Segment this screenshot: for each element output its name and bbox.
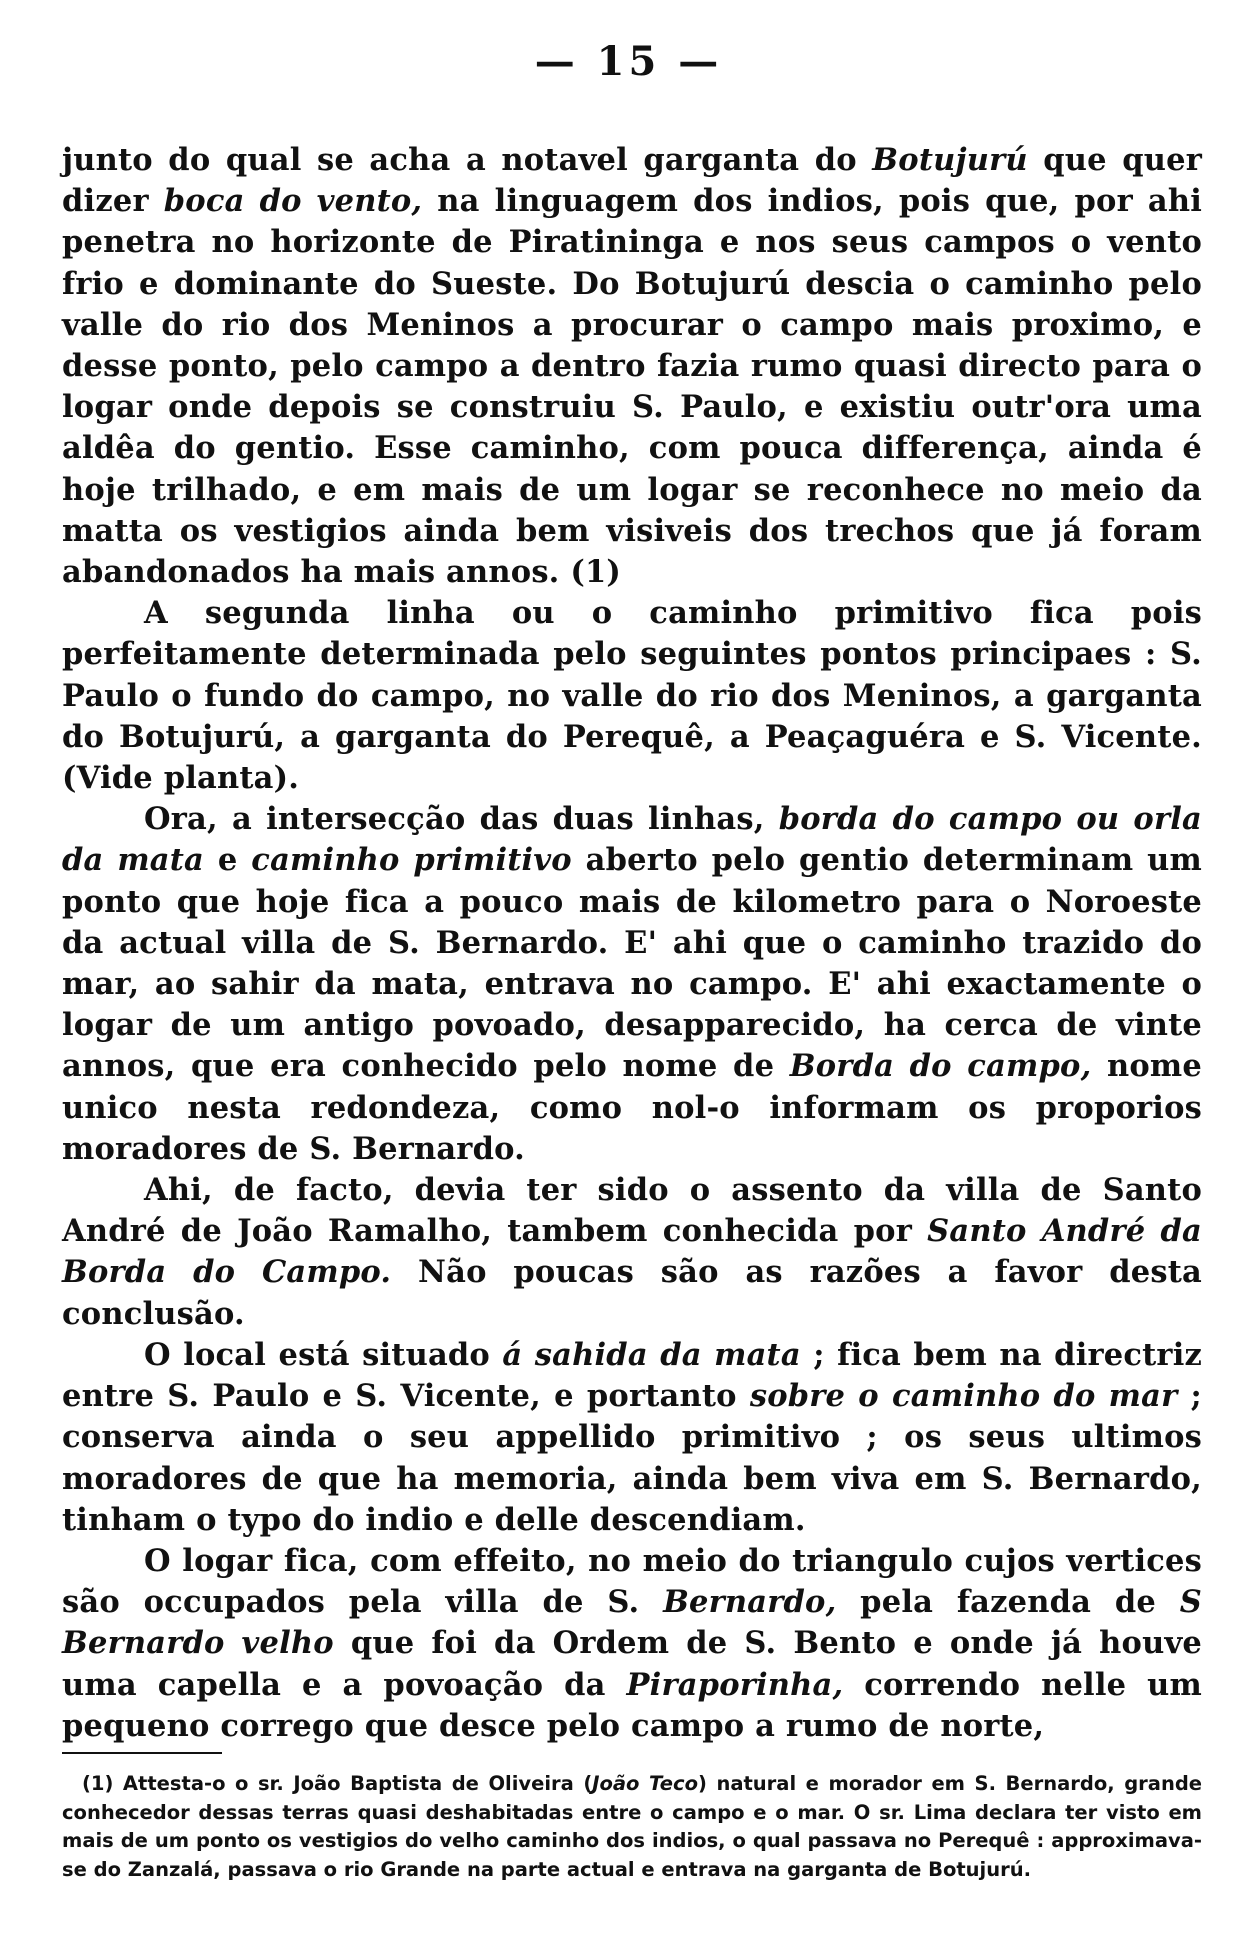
footnote (62, 1770, 1202, 1884)
paragraph-5 (62, 1335, 1202, 1541)
italic-run: Botujurú (872, 142, 1028, 178)
text-run: (1) Attesta-o o sr. João Baptista de Oliveira ( (82, 1772, 593, 1795)
italic-run: caminho primitivo (251, 842, 572, 879)
italic-run: boca do vento, (163, 183, 423, 220)
text-run: nome unico nesta redondeza, como nol-o informam os proporios moradores de S. Bernardo. (62, 1048, 1202, 1167)
text-run: na linguagem dos indios, pois que, por ahi penetra no horizonte de Piratininga e nos seus campos o vento frio e dominante do Sueste. Do Botujurú descia o caminho pelo valle do rio dos Meninos a procurar o campo mais proximo, e desse ponto, pelo campo a dentro fazia rumo quasi directo para o logar onde depois se construiu S. Paulo, e existiu outr'ora uma aldêa do gentio. Esse caminho, com pouca differença, ainda é hoje trilhado, e em mais de um logar se reconhece no meio da matta os vestigios ainda bem visiveis dos trechos que já foram abandonados ha mais annos. (1) (62, 183, 1202, 591)
text-run: correndo nelle um pequeno corrego que desce pelo campo a rumo de norte, (62, 1666, 1202, 1744)
text-run: Ora, a intersecção das duas linhas, (144, 801, 779, 838)
text-run: junto do qual se acha a notavel garganta do (62, 142, 873, 178)
text-run: Não poucas são as razões a favor desta conclusão. (62, 1254, 1202, 1332)
italic-run: á sahida da mata (502, 1336, 801, 1373)
italic-run: Bernardo, (663, 1584, 837, 1621)
italic-run: sobre o caminho do mar (749, 1378, 1178, 1415)
text-run: que quer dizer (62, 142, 1202, 220)
text-run: pela fazenda de (836, 1584, 1180, 1621)
italic-run: Borda do campo, (789, 1048, 1092, 1085)
footnote-divider (62, 1752, 222, 1754)
paragraph-3 (62, 799, 1202, 1170)
text-run: ; fica bem na directriz entre S. Paulo e S. Vicente, e portanto (62, 1336, 1203, 1415)
text-run: e (204, 842, 252, 879)
text-run: ) natural e morador em S. Bernardo, grande conhecedor dessas terras quasi deshabitadas entre o campo e o mar. O sr. Lima declara ter visto em mais de um ponto os vestigios do velho caminho dos indios, o qual passava no Perequê : approximava-se do Zanzalá, passava o rio Grande na parte actual e entrava na garganta de Botujurú. (62, 1772, 1203, 1881)
text-run: que foi da Ordem de S. Bento e onde já houve uma capella e a povoação da (62, 1625, 1202, 1703)
text-run: O local está situado (144, 1336, 503, 1373)
italic-run: Piraporinha, (626, 1666, 844, 1703)
main-text (62, 140, 1202, 1747)
italic-run: Santo André da Borda do Campo. (62, 1213, 1202, 1291)
paragraph-6 (62, 1541, 1202, 1747)
italic-run: S Bernardo velho (62, 1584, 1202, 1662)
paragraph-1 (62, 140, 1202, 593)
italic-run: borda do campo ou orla da mata (62, 801, 1202, 879)
paragraph-4 (62, 1170, 1202, 1335)
text-run: ; conserva ainda o seu appellido primitivo ; os seus ultimos moradores de que ha memoria, ainda bem viva em S. Bernardo, tinham o typo do indio e delle descendiam. (62, 1378, 1202, 1538)
text-run: O logar fica, com effeito, no meio do triangulo cujos vertices são occupados pela villa de S. (62, 1542, 1202, 1621)
text-run: aberto pelo gentio determinam um ponto que hoje fica a pouco mais de kilometro para o Noroeste da actual villa de S. Bernardo. E' ahi que o caminho trazido do mar, ao sahir da mata, entrava no campo. E' ahi exactamente o logar de um antigo povoado, desapparecido, ha cerca de vinte annos, que era conhecido pelo nome de (62, 842, 1202, 1085)
text-run: Ahi, de facto, devia ter sido o assento da villa de Santo André de João Ramalho, tambem conhecida por (62, 1172, 1202, 1250)
page-number-header: — 15 — (534, 38, 723, 85)
italic-run: João Teco (592, 1772, 698, 1795)
paragraph-2: A segunda linha ou o caminho primitivo fica pois perfeitamente determinada pelo seguintes pontos principaes : S. Paulo o fundo do campo, no valle do rio dos Meninos, a garganta do Botujurú, a garganta do Perequê, a Peaçaguéra e S. Vicente. (Vide planta). (62, 595, 1202, 797)
